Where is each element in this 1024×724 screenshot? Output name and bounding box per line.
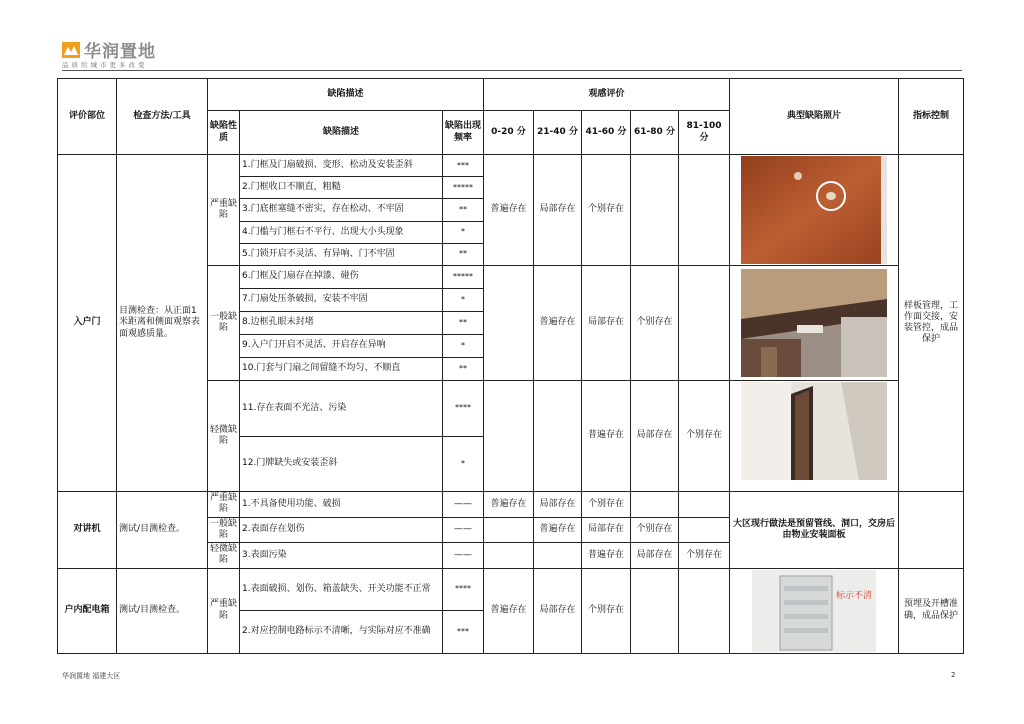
defect-frequency: * [443,436,484,492]
defect-frequency: *** [443,611,484,654]
defect-desc: 11.存在表面不光洁、污染 [240,381,443,437]
method-distribution-box: 测试/目测检查。 [117,568,208,653]
photo-label: 标示不清 [836,590,873,601]
col-header-band-0-20: 0-20 分 [484,111,534,155]
col-header-band-41-60: 41-60 分 [582,111,631,155]
defect-desc: 2.表面存在划伤 [240,517,443,543]
col-header-defect-group: 缺陷描述 [208,79,484,111]
defect-frequency: ***** [443,266,484,289]
header-divider [62,70,962,71]
rating-41-60: 普遍存在 [582,543,631,569]
rating-61-80 [631,492,679,518]
control-entry-door: 样板管理，工作面交接，安装管控，成品保护 [899,155,964,492]
col-header-defect-desc: 缺陷描述 [240,111,443,155]
defect-desc: 6.门框及门扇存在掉漆、碰伤 [240,266,443,289]
defect-frequency: ***** [443,177,484,199]
col-header-frequency: 缺陷出现频率 [443,111,484,155]
defect-frequency: —— [443,543,484,569]
rating-61-80 [631,155,679,266]
control-distribution-box: 预埋及开槽准确，成品保护 [899,568,964,653]
rating-61-80: 个别存在 [631,266,679,381]
control-intercom [899,492,964,569]
company-name: 华润置地 [84,42,156,62]
method-intercom: 测试/目测检查。 [117,492,208,569]
defect-type-general: 一般缺陷 [208,266,240,381]
photo-cell [730,266,899,381]
rating-0-20: 普遍存在 [484,155,534,266]
defect-photo-door-stain [741,382,887,490]
rating-41-60: 局部存在 [582,517,631,543]
photo-cell [730,568,899,653]
col-header-method: 检查方法/工具 [117,79,208,155]
defect-desc: 3.表面污染 [240,543,443,569]
defect-frequency: * [443,289,484,312]
rating-81-100 [679,266,730,381]
defect-frequency: —— [443,517,484,543]
part-distribution-box: 户内配电箱 [58,568,117,653]
defect-frequency: **** [443,568,484,611]
rating-41-60: 个别存在 [582,155,631,266]
defect-type-severe: 严重缺陷 [208,155,240,266]
rating-0-20 [484,543,534,569]
col-header-part: 评价部位 [58,79,117,155]
defect-photo-door-frame [741,269,887,377]
defect-photo-door-damage [741,156,887,264]
defect-type-minor: 轻微缺陷 [208,381,240,492]
rating-61-80: 局部存在 [631,381,679,492]
rating-0-20 [484,517,534,543]
rating-21-40: 普遍存在 [534,266,582,381]
defect-desc: 10.门套与门扇之间留缝不均匀、不顺直 [240,358,443,381]
defect-frequency: ** [443,199,484,221]
col-header-defect-type: 缺陷性质 [208,111,240,155]
rating-0-20: 普遍存在 [484,568,534,653]
defect-desc: 5.门锁开启不灵活、有异响、门不牢固 [240,243,443,265]
col-header-photo: 典型缺陷照片 [730,79,899,155]
rating-21-40: 普遍存在 [534,517,582,543]
page-number: 2 [951,671,956,679]
rating-81-100: 个别存在 [679,543,730,569]
rating-21-40 [534,543,582,569]
rating-21-40: 局部存在 [534,568,582,653]
rating-81-100 [679,492,730,518]
inspection-table [57,78,964,654]
defect-type-severe: 严重缺陷 [208,492,240,518]
rating-41-60: 个别存在 [582,492,631,518]
defect-desc: 1.门框及门扇破损、变形、松动及安装歪斜 [240,155,443,177]
rating-0-20: 普遍存在 [484,492,534,518]
photo-cell [730,155,899,266]
defect-type-minor: 轻微缺陷 [208,543,240,569]
intercom-photo-note: 大区现行做法是预留管线、洞口，交房后由物业安装面板 [730,492,899,569]
rating-61-80 [631,568,679,653]
footer-company: 华润置地 福建大区 [62,672,121,680]
defect-frequency: —— [443,492,484,518]
rating-81-100: 个别存在 [679,381,730,492]
defect-desc: 4.门槛与门框石不平行、出现大小头现象 [240,221,443,243]
defect-frequency: ** [443,312,484,335]
logo-mark-icon [62,42,80,58]
rating-0-20 [484,266,534,381]
defect-frequency: **** [443,381,484,437]
rating-21-40: 局部存在 [534,155,582,266]
method-entry-door: 目测检查：从正面1米距离和侧面观察表面观感质量。 [117,155,208,492]
defect-type-severe: 严重缺陷 [208,568,240,653]
company-logo [62,37,156,62]
rating-41-60: 局部存在 [582,266,631,381]
rating-21-40 [534,381,582,492]
rating-81-100 [679,568,730,653]
company-slogan: 品质给城市更多改变 [62,61,148,69]
defect-frequency: ** [443,358,484,381]
photo-cell [730,381,899,492]
defect-photo-distribution-box [752,570,876,652]
defect-frequency: ** [443,243,484,265]
defect-desc: 9.入户门开启不灵活、开启存在异响 [240,335,443,358]
defect-desc: 3.门底框塞缝不密实，存在松动、不牢固 [240,199,443,221]
defect-desc: 7.门扇处压条破损，安装不牢固 [240,289,443,312]
part-intercom: 对讲机 [58,492,117,569]
rating-81-100 [679,155,730,266]
col-header-control: 指标控制 [899,79,964,155]
col-header-rating-group: 观感评价 [484,79,730,111]
defect-frequency: *** [443,155,484,177]
defect-frequency: * [443,335,484,358]
defect-desc: 12.门牌缺失或安装歪斜 [240,436,443,492]
rating-81-100 [679,517,730,543]
rating-61-80: 局部存在 [631,543,679,569]
col-header-band-81-100: 81-100 分 [679,111,730,155]
defect-frequency: * [443,221,484,243]
col-header-band-21-40: 21-40 分 [534,111,582,155]
col-header-band-61-80: 61-80 分 [631,111,679,155]
rating-41-60: 普遍存在 [582,381,631,492]
defect-desc: 1.表面破损、划伤、箱盖缺失、开关功能不正常 [240,568,443,611]
defect-desc: 2.门框收口不顺直，粗糙 [240,177,443,199]
rating-0-20 [484,381,534,492]
defect-desc: 1.不具备使用功能、破损 [240,492,443,518]
rating-61-80: 个别存在 [631,517,679,543]
rating-41-60: 个别存在 [582,568,631,653]
defect-desc: 8.边框孔眼未封堵 [240,312,443,335]
defect-desc: 2.对应控制电路标示不清晰，与实际对应不准确 [240,611,443,654]
rating-21-40: 局部存在 [534,492,582,518]
part-entry-door: 入户门 [58,155,117,492]
defect-type-general: 一般缺陷 [208,517,240,543]
